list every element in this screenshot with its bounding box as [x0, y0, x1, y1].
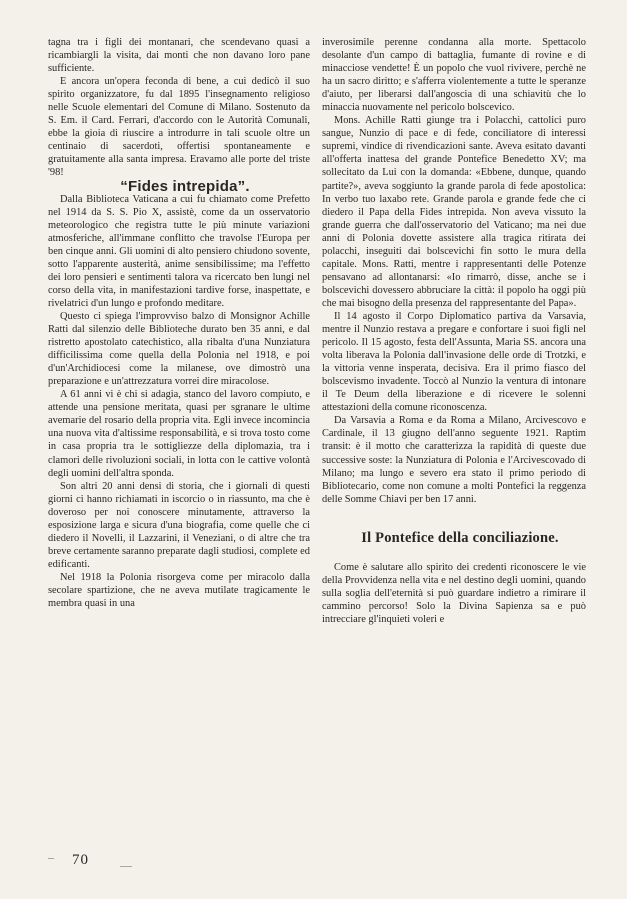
right-column — [322, 36, 586, 626]
paragraph: E ancora un'opera feconda di bene, a cui dedicò il suo spirito organizzatore, fu dal 1895 l'insegnamento religioso nelle Scuole elementari del Comune di Milano. Sostenuto da S. Em. il Card. Ferrari, d'accordo con le Autorità Comunali, ebbe la gioia di riuscire a introdurre in tali scuole oltre un centinaio di sacerdoti, offertisi spontaneamente e gratuitamente alla santa impresa. Eravamo alle porte del triste '98! — [48, 76, 310, 179]
paragraph: Mons. Achille Ratti giunge tra i Polacchi, cattolici puro sangue, Nunzio di pace e di fede, conciliatore di interessi supremi, vindice di rivendicazioni sante. Aveva esitato davanti all'offerta inattesa del grande Pontefice Benedetto XV; ma sollecitato da Lui con la domanda: «Ebbene, dunque, quando partite?», aveva soggiunto la grande parola di fede apostolica: In verbo tuo laxabo rete. Grande parola e grande fede che ci diedero il Papa della Fides intrepida. Non aveva vissuto la grande guerra che dall'osservatorio del Vaticano; ma nei due anni di Polonia dovette assistere alla tragica ritirata dei polacchi, inseguiti dai bolscevichi fin sotto le mura della capitale. Mons. Ratti, mentre i rappresentanti delle Potenze pensavano ad allontanarsi: «Io rimarrò, disse, anche se i bolscevichi dovessero abbruciare la città: il popolo ha oggi più che mai bisogno della presenza del rappresentante del Papa». — [322, 115, 586, 309]
page-number: 70 — [72, 852, 89, 868]
paragraph: A 61 anni vi è chi si adagia, stanco del lavoro compiuto, e attende una pensione meritata, quasi per sgranare le ultime avemarie del rosario della propria vita. Egli invece incomincia una nuova vita d'altissime responsabilità, e si trova tosto come in casa propria tra le sottigliezze della diplomazia, tra i clamori delle rivoluzioni sociali, in lotta con le cattive volontà degli uomini dell'altra sponda. — [48, 389, 310, 479]
section-heading: “Fides intrepida”. — [120, 177, 250, 195]
section-heading: Il Pontefice della conciliazione. — [361, 529, 559, 546]
paragraph: Il 14 agosto il Corpo Diplomatico partiva da Varsavia, mentre il Nunzio restava a pregare e confortare i suoi figli nel pericolo. Il 15 agosto, festa dell'Assunta, Maria SS. ancora una volta liberava la Polonia dall'invasione delle orde di Trotzki, e la vittoria venne insperata, decisiva. Era il primo fiasco del bolscevismo invadente. Toccò al Nunzio la ventura di intonare il Te Deum della liberazione e di ricevere le solenni attestazioni della comune riconoscenza. — [322, 310, 586, 414]
paragraph: Da Varsavia a Roma e da Roma a Milano, Arcivescovo e Cardinale, il 13 giugno dell'anno seguente 1921. Raptim transit: è il motto che caratterizza la rapidità di queste due successive soste: la Nunziatura di Polonia e l'Arcivescovado di Milano; ma lungo e severo era stato il primo periodo di Bibliotecario, come non comune a molti Pontefici la reggenza delle Somme Chiavi per ben 17 anni. — [322, 415, 586, 505]
paragraph: Questo ci spiega l'improvviso balzo di Monsignor Achille Ratti dal silenzio delle Biblioteche durato ben 35 anni, e dal ristretto apostolato catechistico, alla ribalta d'una Nunziatura difficilissima come quella della Polonia nel 1918, e poi d'un'Archidiocesi come la milanese, ove dimostrò una preparazione e un'attrezzatura vorrei dire miracolose. — [48, 310, 310, 388]
left-column — [48, 36, 310, 610]
paragraph: inverosimile perenne condanna alla morte. Spettacolo desolante d'un campo di battaglia, fumante di rovine e di minacciose vendette! È un popolo che vuol rivivere, perchè ne ha un sacro diritto; e s'afferra violentemente a tutte le speranze d'aiuto, per liberarsi dall'angoscia di una schiavitù che lo minaccia nuovamente nel pericolo bolscevico. — [322, 37, 586, 114]
paragraph: Nel 1918 la Polonia risorgeva come per miracolo dalla secolare spartizione, che ne aveva mutilate tragicamente le membra quasi in una — [48, 571, 310, 610]
margin-mark: – — [48, 850, 54, 864]
paragraph: Come è salutare allo spirito dei credenti riconoscere le vie della Provvidenza nella vita e nel destino degli uomini, quando sulla soglia dell'eternità si può guardare indietro a rimirare il cammino percorso! Solo la Divina Sapienza sa e può intrecciare gl'inquieti voleri e — [322, 561, 586, 625]
margin-mark: — — [120, 858, 132, 872]
paragraph: Son altri 20 anni densi di storia, che i giornali di questi giorni ci hanno richiamati in iscorcio o in riassunto, ma che è doveroso per noi conoscere minutamente, attraverso la esposizione larga e sicura d'una biografia, come quelle che ci diedero il Novelli, il Lazzarini, il Veneziani, o di altre che tra breve certamente saranno preparate dagli studiosi, complete ed edificanti. — [48, 480, 310, 570]
paragraph: Dalla Biblioteca Vaticana a cui fu chiamato come Prefetto nel 1914 da S. S. Pio X, assistè, come da un osservatorio meteorologico che registra tutte le più minute variazioni atmosferiche, all'immane conflitto che travolse l'Europa per ben cinque anni. Gli uomini di alto pensiero chiudono sovente, sotto l'apparente austerità, anime sensibilissime; ma l'effetto dei loro pensieri e sentimenti talora va ricercato ben lungi nel corso della vita, in manifestazioni tardive forse, inaspettate, e rivelatrici d'un lungo e profondo meditare. — [48, 193, 310, 309]
paragraph: tagna tra i figli dei montanari, che scendevano quasi a ricambiargli la visita, dai monti che non davano loro pane sufficiente. — [48, 37, 310, 75]
